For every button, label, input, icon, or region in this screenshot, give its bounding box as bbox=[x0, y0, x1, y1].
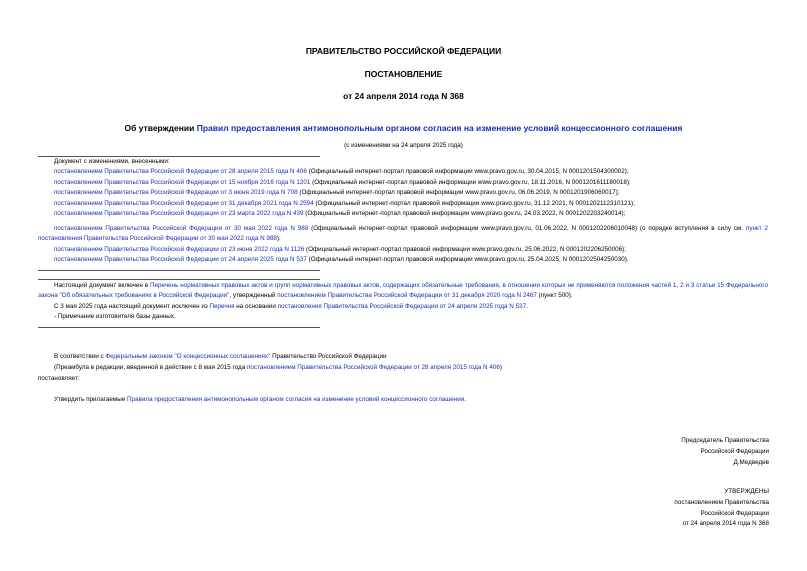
perechen-link[interactable]: Перечень нормативных правовых актов и групп нормативных правовых актов, содержащих обязательные требования, в отношении которых не применяются положения частей 1, 2 и 3 статьи 15 Федерального закона "Об обязательных требованиях в Российской Федерации" bbox=[38, 282, 768, 300]
database-note: - Примечание изготовителя базы данных. bbox=[54, 313, 176, 320]
change-link[interactable]: постановлением Правительства Российской Федерации от 3 июня 2019 года N 708 bbox=[54, 189, 298, 197]
note-text: (пункт 500). bbox=[536, 292, 573, 300]
change-text: ); bbox=[276, 235, 281, 243]
divider bbox=[38, 270, 320, 271]
rules-link[interactable]: Правила предоставления антимонопольным органом согласия на изменение условий концессионного соглашения bbox=[127, 396, 465, 403]
signature-line: Д.Медведев bbox=[733, 458, 769, 466]
approval-paragraph bbox=[54, 395, 768, 405]
change-link[interactable]: постановлением Правительства Российской Федерации от 23 марта 2022 года N 439 bbox=[54, 210, 304, 218]
change-text: (Официальный интернет-портал правовой информации www.pravo.gov.ru, 24.03.2022, N 0001202203240014); bbox=[303, 210, 626, 218]
exclusion-note-2 bbox=[54, 302, 768, 312]
resolves-text: постановляет: bbox=[38, 375, 80, 382]
preamble-edition bbox=[54, 363, 768, 373]
change-link[interactable]: постановлением Правительства Российской Федерации от 30 мая 2022 года N 988 bbox=[54, 225, 309, 232]
change-text: (Официальный интернет-портал правовой информации www.pravo.gov.ru, 31.12.2021, N 0001202112310121); bbox=[313, 199, 635, 207]
changes-block bbox=[54, 157, 768, 219]
entry-into-force-link[interactable]: пункт 2 постановления Правительства Российской Федерации от 30 мая 2022 года N 988 bbox=[38, 225, 769, 243]
change-link[interactable]: постановлением Правительства Российской Федерации от 23 июня 2022 года N 1126 bbox=[54, 246, 305, 253]
note-text: . bbox=[526, 303, 528, 310]
signature-block bbox=[681, 436, 769, 468]
document-type: ПОСТАНОВЛЕНИЕ bbox=[364, 69, 443, 79]
change-item bbox=[54, 209, 768, 219]
changes-intro: Документ с изменениями, внесенными: bbox=[54, 158, 170, 165]
change-text: (Официальный интернет-портал правовой информации www.pravo.gov.ru, 25.06.2022, N 0001202206250006); bbox=[304, 246, 626, 253]
government-heading: ПРАВИТЕЛЬСТВО РОССИЙСКОЙ ФЕДЕРАЦИИ bbox=[305, 46, 502, 56]
body-text: (Преамбула в редакции, введенной в действие с 8 мая 2015 года bbox=[54, 364, 247, 371]
title-prefix: Об утверждении bbox=[124, 123, 197, 133]
body-text: В соответствии с bbox=[54, 353, 106, 360]
divider bbox=[38, 279, 320, 280]
decree-537-link[interactable]: постановления Правительства Российской Федерации от 24 апреля 2025 года N 537 bbox=[277, 303, 527, 310]
change-item bbox=[54, 245, 768, 255]
change-text: (Официальный интернет-портал правовой информации www.pravo.gov.ru, 06.06.2019, N 0001201906060017); bbox=[297, 189, 620, 197]
approved-line: постановлением Правительства bbox=[674, 498, 769, 506]
change-link[interactable]: постановлением Правительства Российской Федерации от 31 декабря 2021 года N 2594 bbox=[54, 199, 314, 207]
note-text: Настоящий документ включен в bbox=[54, 282, 151, 289]
signature-line: Российской Федерации bbox=[700, 447, 769, 455]
note-text: С 3 мая 2025 года настоящий документ исключен из bbox=[54, 303, 210, 310]
edition-note: (с изменениями на 24 апреля 2025 года) bbox=[344, 142, 463, 149]
change-text: (Официальный интернет-портал правовой информации www.pravo.gov.ru, 18.11.2016, N 0001201611180018); bbox=[310, 178, 631, 186]
body-text: ) bbox=[499, 364, 502, 371]
change-item bbox=[54, 178, 768, 188]
signature-line: Председатель Правительства bbox=[681, 437, 769, 444]
document-title bbox=[0, 123, 807, 133]
note-text: , утвержденный bbox=[229, 292, 278, 300]
decree-2467-link[interactable]: постановлением Правительства Российской Федерации от 31 декабря 2020 года N 2467 bbox=[277, 292, 537, 300]
change-link[interactable]: постановлением Правительства Российской Федерации от 28 апреля 2015 года N 406 bbox=[54, 168, 307, 176]
document-date: от 24 апреля 2014 года N 368 bbox=[343, 91, 464, 101]
change-item bbox=[54, 199, 768, 209]
body-text: . bbox=[464, 396, 466, 403]
preamble bbox=[54, 352, 768, 362]
approved-line: УТВЕРЖДЕНЫ bbox=[724, 488, 769, 495]
change-link[interactable]: постановлением Правительства Российской Федерации от 15 ноября 2016 года N 1201 bbox=[54, 178, 311, 186]
change-text: (Официальный интернет-портал правовой информации www.pravo.gov.ru, 01.06.2022, N 0001202206010048) (о порядке вступления в силу см. bbox=[308, 225, 744, 232]
approved-block bbox=[674, 487, 769, 530]
changes-block-tail bbox=[54, 245, 768, 266]
title-link[interactable]: Правил предоставления антимонопольным органом согласия на изменение условий концессионного соглашения bbox=[196, 123, 683, 133]
change-item bbox=[54, 255, 768, 265]
federal-law-link[interactable]: Федеральным законом "О концессионных соглашениях" bbox=[105, 353, 271, 360]
approved-line: от 24 апреля 2014 года N 368 bbox=[682, 520, 769, 528]
change-text: (Официальный интернет-портал правовой информации www.pravo.gov.ru, 30.04.2015, N 0001201504300002); bbox=[306, 168, 629, 176]
change-link[interactable]: постановлением Правительства Российской Федерации от 24 апреля 2025 года N 537 bbox=[54, 256, 307, 264]
approved-line: Российской Федерации bbox=[700, 509, 769, 517]
change-item-988 bbox=[38, 224, 768, 245]
exclusion-note bbox=[38, 281, 768, 302]
note-text: на основании bbox=[234, 303, 278, 310]
body-text: Утвердить прилагаемые bbox=[54, 396, 127, 403]
decree-406-link[interactable]: постановлением Правительства Российской Федерации от 28 апреля 2015 года N 406 bbox=[247, 364, 500, 371]
perechnya-link[interactable]: Перечня bbox=[209, 303, 235, 310]
divider bbox=[38, 327, 320, 328]
change-item bbox=[54, 188, 768, 198]
body-text: Правительство Российской Федерации bbox=[270, 353, 387, 360]
change-item bbox=[54, 167, 768, 177]
change-text: (Официальный интернет-портал правовой информации www.pravo.gov.ru, 25.04.2025, N 0001202504250030). bbox=[306, 256, 629, 264]
